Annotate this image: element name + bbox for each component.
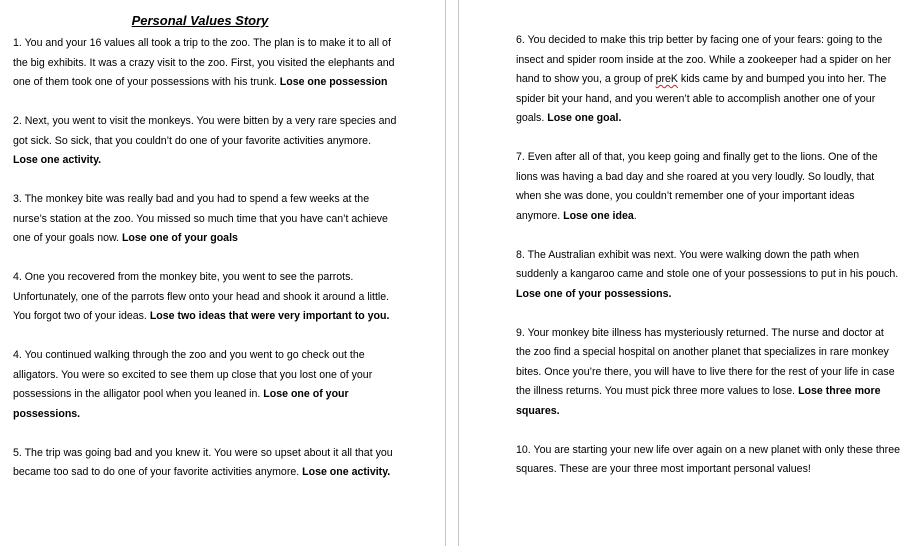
story-item-5-consequence: Lose one activity. — [302, 466, 391, 478]
right-page — [459, 0, 918, 546]
story-item-1-consequence: Lose one possession — [279, 76, 388, 88]
story-item-1: 1. You and your 16 values all took a trip to the zoo. The plan is to make it to all of the big exhibits. It was a crazy visit to the zoo. First, you visited the elephants and one of them took one of your possessions with his trunk. Lose one possession — [13, 37, 395, 88]
story-item-2: 2. Next, you went to visit the monkeys. You were bitten by a very rare species and got sick. So sick, that you couldn’t do one of your favorite activities anymore. Lose one activity. — [13, 115, 397, 166]
story-item-7: 7. Even after all of that, you keep going and finally get to the lions. One of the lions was having a bad day and she roared at you very loudly. So loudly, that when she was done, you couldn’t remember one of your important ideas anymore. Lose one idea. — [516, 151, 878, 222]
story-item-2-consequence: Lose one activity. — [13, 154, 102, 166]
story-item-4a-consequence: Lose two ideas that were very important to you. — [149, 310, 390, 322]
right-column — [516, 31, 900, 480]
story-item-4a: 4. One you recovered from the monkey bite, you went to see the parrots. Unfortunately, one of the parrots flew onto your head and shook it around a little. You forgot two of your ideas. Lose two ideas that were very important to you. — [13, 271, 390, 322]
story-item-7-consequence: Lose one idea — [563, 209, 634, 222]
story-item-5: 5. The trip was going bad and you knew it. You were so upset about it all that you became too sad to do one of your favorite activities anymore. Lose one activity. — [13, 446, 393, 478]
story-item-6: 6. You decided to make this trip better by facing one of your fears: going to the insect and spider room inside at the zoo. While a zookeeper had a spider on her hand to show you, a group of preK kids came by and bumped you into her. The spider bit your hand, and you weren’t able to accomplish another one of your goals. Lose one goal. — [516, 34, 892, 124]
page-title: Personal Values Story — [131, 13, 269, 28]
story-item-3-consequence: Lose one of your goals — [121, 232, 238, 244]
story-item-10: 10. You are starting your new life over again on a new planet with only these three squares. These are your three most important personal values! — [516, 443, 900, 475]
story-item-8-consequence: Lose one of your possessions. — [516, 287, 672, 300]
story-item-9: 9. Your monkey bite illness has mysteriously returned. The nurse and doctor at the zoo find a special hospital on another planet that specializes in rare monkey bites. Once you’re there, you will have to live there for the rest of your life in case the illness returns. You must pick three more values to lose. Lose three more squares. — [516, 326, 895, 417]
story-item-4b-consequence: Lose one of your possessions. — [13, 388, 349, 420]
story-item-9-consequence: Lose three more squares. — [516, 385, 881, 417]
story-item-6-consequence: Lose one goal. — [547, 112, 622, 124]
misspelled-word[interactable]: preK — [655, 73, 678, 85]
left-column — [13, 34, 397, 483]
page-gutter — [445, 0, 459, 546]
story-item-3: 3. The monkey bite was really bad and you had to spend a few weeks at the nurse’s station at the zoo. You missed so much time that you have can’t achieve one of your goals now. Lose one of your goals — [13, 193, 388, 244]
story-item-8: 8. The Australian exhibit was next. You were walking down the path when suddenly a kangaroo came and stole one of your possessions to put in his pouch. Lose one of your possessions. — [516, 248, 899, 300]
left-page — [0, 0, 445, 546]
story-item-4b: 4. You continued walking through the zoo and you went to go check out the alligators. You were so excited to see them up close that you lost one of your possessions in the alligator pool when you leaned in. Lose one of your possessions. — [13, 349, 373, 420]
